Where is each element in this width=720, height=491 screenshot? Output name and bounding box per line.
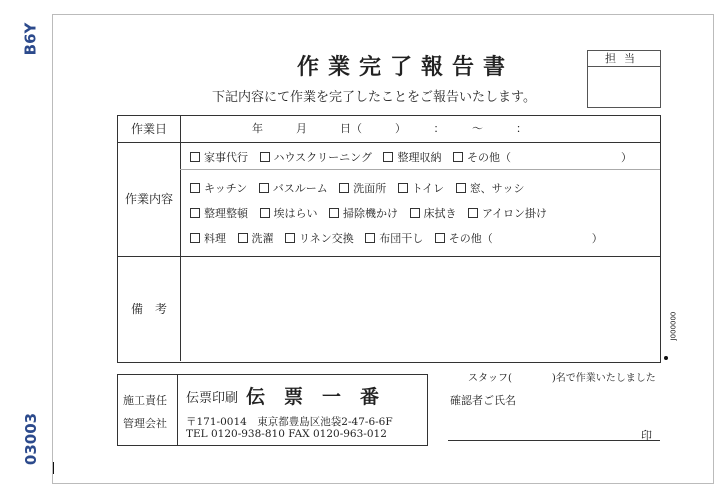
checkbox[interactable]	[238, 233, 248, 243]
option-label: 家事代行	[204, 151, 248, 164]
date-label: 作業日	[118, 116, 181, 142]
option-label: 洗面所	[353, 182, 387, 195]
form-subtitle: 下記内容にて作業を完了したことをご報告いたします。	[212, 90, 536, 105]
company-labels	[118, 375, 178, 445]
company-label-2: 管理会社	[123, 417, 167, 430]
option-label: 窓、サッシ	[469, 182, 525, 195]
tanto-box[interactable]	[587, 50, 661, 108]
dot-mark	[664, 356, 668, 360]
date-value: 年 月 日（ ） ： 〜 ：	[252, 122, 527, 135]
content-cell	[180, 143, 660, 256]
content-row	[118, 143, 660, 257]
option-label: 埃はらい	[273, 207, 318, 220]
company-box	[117, 374, 428, 446]
checkbox[interactable]	[329, 208, 339, 218]
seal-mark: 印	[641, 429, 652, 442]
checkbox[interactable]	[190, 233, 200, 243]
confirm-name-label: 確認者ご氏名	[450, 394, 516, 407]
form-title: 作業完了報告書	[297, 54, 515, 80]
remarks-field[interactable]	[180, 257, 660, 361]
checkbox[interactable]	[453, 152, 463, 162]
option-label: 掃除機かけ	[343, 207, 398, 220]
option-label: 洗濯	[251, 232, 274, 245]
checkbox[interactable]	[383, 152, 393, 162]
checkbox[interactable]	[365, 233, 375, 243]
checkbox[interactable]	[410, 208, 420, 218]
signature-line[interactable]	[448, 440, 660, 441]
option-label: その他（ ）	[466, 151, 632, 164]
option-label: 床拭き	[423, 207, 457, 220]
company-info	[178, 375, 427, 445]
content-line-1	[190, 149, 640, 165]
checkbox[interactable]	[398, 183, 408, 193]
content-line-2	[190, 180, 532, 196]
option-label: キッチン	[204, 182, 248, 195]
option-label: 整理収納	[397, 151, 442, 164]
checkbox[interactable]	[285, 233, 295, 243]
date-row	[118, 116, 660, 143]
checkbox[interactable]	[339, 183, 349, 193]
option-label: トイレ	[411, 182, 445, 195]
option-label: アイロン掛け	[482, 207, 548, 220]
edge-code-bottom: 03003	[22, 412, 41, 466]
remarks-label: 備 考	[118, 257, 181, 361]
content-line-4	[190, 230, 611, 246]
checkbox[interactable]	[190, 152, 200, 162]
company-name: 伝 票 一 番	[246, 386, 380, 408]
checkbox[interactable]	[456, 183, 466, 193]
option-label: 整理整頓	[204, 207, 248, 220]
option-label: リネン交換	[299, 232, 354, 245]
checkbox[interactable]	[435, 233, 445, 243]
content-label: 作業内容	[118, 143, 181, 256]
content-line-3	[190, 205, 555, 221]
checkbox[interactable]	[260, 208, 270, 218]
option-label: その他（ ）	[448, 232, 603, 245]
option-label: 料理	[204, 232, 226, 245]
company-label-1: 施工責任	[123, 394, 167, 407]
tanto-label: 担当	[588, 51, 660, 67]
option-label: 布団干し	[379, 232, 424, 245]
company-address: 〒171-0014 東京都豊島区池袋2-47-6-6F	[186, 416, 393, 428]
checkbox[interactable]	[260, 152, 270, 162]
option-label: バスルーム	[272, 182, 328, 195]
company-name-small: 伝票印刷	[186, 391, 239, 406]
remarks-row	[118, 257, 660, 361]
option-label: ハウスクリーニング	[273, 151, 372, 164]
date-field[interactable]	[180, 116, 660, 142]
side-code: J000000	[669, 311, 678, 341]
checkbox[interactable]	[468, 208, 478, 218]
edge-code-top: B6Y	[21, 22, 40, 56]
company-tel-fax: TEL 0120-938-810 FAX 0120-963-012	[186, 428, 387, 440]
checkbox[interactable]	[190, 183, 200, 193]
staff-count-text: スタッフ( )名で作業いたしました	[468, 373, 656, 384]
work-table	[117, 115, 661, 363]
checkbox[interactable]	[190, 208, 200, 218]
checkbox[interactable]	[259, 183, 269, 193]
